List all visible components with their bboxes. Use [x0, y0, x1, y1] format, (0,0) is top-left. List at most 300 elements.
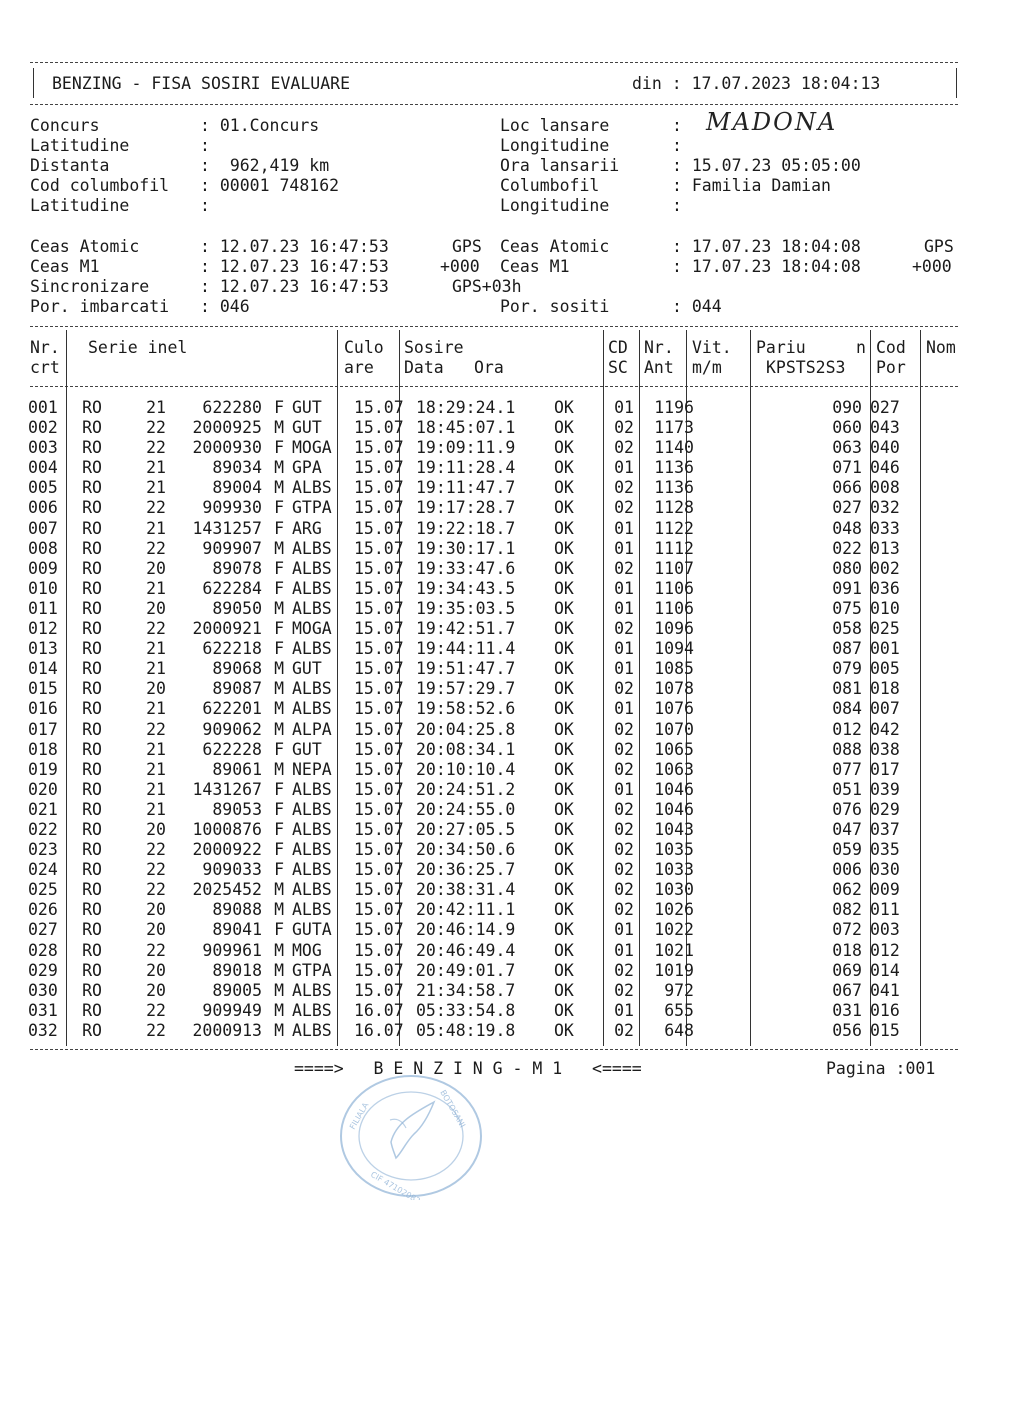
row-year: 21 [146, 398, 166, 417]
row-nom: 046 [870, 458, 900, 478]
row-pariu [694, 900, 814, 920]
title-right-bar [956, 68, 957, 98]
row-color: ALBS [292, 1020, 332, 1040]
row-antenna: 02 [614, 840, 634, 860]
row-color: GUT [292, 398, 322, 417]
row-nr: 010 [28, 578, 58, 598]
row-antenna: 01 [614, 940, 634, 960]
row-time: 19:51:47.7 [416, 659, 516, 679]
row-nom: 043 [870, 418, 900, 438]
row-time: 20:24:55.0 [416, 799, 516, 819]
info-label: Cod columbofil [30, 176, 170, 195]
row-antenna: 01 [614, 458, 634, 478]
clock-extra: GPS+03h [452, 277, 522, 296]
row-status: OK [554, 980, 574, 1000]
row-country: RO [82, 779, 102, 799]
row-year: 20 [146, 598, 166, 618]
row-speed: 648 [664, 1020, 694, 1040]
row-code: 056 [832, 1020, 862, 1040]
row-time: 19:42:51.7 [416, 619, 516, 639]
row-year: 21 [146, 518, 166, 538]
row-nr: 018 [28, 739, 58, 759]
row-color: ALBS [292, 558, 332, 578]
row-ring: 89078 [212, 558, 262, 578]
row-ring: 909930 [202, 498, 262, 518]
row-speed: 1022 [654, 920, 694, 940]
row-date: 15.07 [354, 900, 404, 920]
row-ring: 1431267 [192, 779, 262, 799]
row-ring: 89053 [212, 799, 262, 819]
top-rule [30, 62, 958, 63]
row-code: 084 [832, 699, 862, 719]
row-country: RO [82, 598, 102, 618]
row-nr: 032 [28, 1020, 58, 1040]
row-country: RO [82, 639, 102, 659]
row-pariu [694, 820, 814, 840]
row-antenna: 02 [614, 819, 634, 839]
row-date: 15.07 [354, 518, 404, 538]
row-pariu [694, 458, 814, 478]
row-date: 15.07 [354, 980, 404, 1000]
row-status: OK [554, 799, 574, 819]
row-date: 15.07 [354, 438, 404, 458]
row-country: RO [82, 538, 102, 558]
row-nom: 035 [870, 840, 900, 860]
table-row [28, 820, 910, 840]
row-status: OK [554, 418, 574, 438]
row-nr: 015 [28, 679, 58, 699]
row-date: 15.07 [354, 719, 404, 739]
row-nom: 013 [870, 538, 900, 558]
row-speed: 1136 [654, 458, 694, 478]
table-row [28, 941, 910, 961]
row-time: 19:57:29.7 [416, 679, 516, 699]
row-nom: 027 [870, 398, 900, 417]
row-pariu [694, 579, 814, 599]
table-row [28, 398, 910, 418]
row-status: OK [554, 659, 574, 679]
row-code: 076 [832, 799, 862, 819]
row-antenna: 01 [614, 518, 634, 538]
row-status: OK [554, 558, 574, 578]
row-year: 22 [146, 538, 166, 558]
row-speed: 1043 [654, 819, 694, 839]
col-sosire: Sosire [404, 338, 464, 357]
row-sex: M [274, 1000, 284, 1020]
table-row [28, 438, 910, 458]
row-sex: F [274, 799, 284, 819]
row-nom: 037 [870, 819, 900, 839]
row-color: ALBS [292, 779, 332, 799]
row-speed: 1128 [654, 498, 694, 518]
row-date: 15.07 [354, 860, 404, 880]
row-country: RO [82, 478, 102, 498]
row-color: ALBS [292, 699, 332, 719]
row-country: RO [82, 699, 102, 719]
info-label: Concurs [30, 116, 100, 135]
row-antenna: 02 [614, 739, 634, 759]
row-pariu [694, 880, 814, 900]
row-time: 18:45:07.1 [416, 418, 516, 438]
row-date: 15.07 [354, 558, 404, 578]
din-label: din : 17.07.2023 18:04:13 [632, 74, 881, 93]
info-label: Distanta [30, 156, 110, 175]
clock-label: Ceas M1 [500, 257, 570, 276]
row-ring: 2000925 [192, 418, 262, 438]
row-color: MOGA [292, 619, 332, 639]
table-row [28, 840, 910, 860]
row-date: 15.07 [354, 639, 404, 659]
row-speed: 1065 [654, 739, 694, 759]
row-color: GPA [292, 458, 322, 478]
row-date: 15.07 [354, 398, 404, 417]
row-ring: 909949 [202, 1000, 262, 1020]
row-sex: F [274, 498, 284, 518]
row-sex: F [274, 860, 284, 880]
row-status: OK [554, 739, 574, 759]
row-ring: 909033 [202, 860, 262, 880]
row-status: OK [554, 960, 574, 980]
row-nom: 017 [870, 759, 900, 779]
row-date: 15.07 [354, 498, 404, 518]
row-status: OK [554, 518, 574, 538]
col-serie: Serie inel [88, 338, 188, 357]
row-pariu [694, 840, 814, 860]
row-sex: F [274, 779, 284, 799]
row-time: 05:48:19.8 [416, 1020, 516, 1040]
row-pariu [694, 679, 814, 699]
table-row [28, 880, 910, 900]
row-nr: 011 [28, 598, 58, 618]
row-pariu [694, 1021, 814, 1041]
row-antenna: 01 [614, 920, 634, 940]
row-status: OK [554, 538, 574, 558]
row-year: 22 [146, 719, 166, 739]
clock-label: Ceas Atomic [30, 237, 140, 256]
svg-text:BOTOSANI: BOTOSANI [438, 1088, 467, 1130]
row-code: 069 [832, 960, 862, 980]
row-color: ALBS [292, 578, 332, 598]
row-year: 22 [146, 1000, 166, 1020]
row-nom: 012 [870, 940, 900, 960]
info-value: : 962,419 km [200, 156, 330, 175]
row-speed: 1026 [654, 900, 694, 920]
association-stamp [336, 1072, 486, 1200]
row-color: GTPA [292, 498, 332, 518]
row-status: OK [554, 478, 574, 498]
row-pariu [694, 559, 814, 579]
row-sex: F [274, 619, 284, 639]
page-number: Pagina :001 [826, 1059, 936, 1078]
row-code: 006 [832, 860, 862, 880]
row-code: 072 [832, 920, 862, 940]
table-row [28, 740, 910, 760]
row-code: 091 [832, 578, 862, 598]
row-pariu [694, 981, 814, 1001]
row-year: 22 [146, 418, 166, 438]
row-country: RO [82, 920, 102, 940]
row-year: 20 [146, 558, 166, 578]
row-sex: F [274, 639, 284, 659]
row-sex: F [274, 840, 284, 860]
row-status: OK [554, 900, 574, 920]
row-year: 21 [146, 739, 166, 759]
row-ring: 89088 [212, 900, 262, 920]
row-nom: 015 [870, 1020, 900, 1040]
row-antenna: 02 [614, 1020, 634, 1040]
row-time: 20:38:31.4 [416, 880, 516, 900]
row-sex: F [274, 518, 284, 538]
row-year: 22 [146, 619, 166, 639]
svg-text:CIF 47102082: CIF 47102082 [369, 1169, 422, 1200]
row-nom: 042 [870, 719, 900, 739]
row-ring: 89004 [212, 478, 262, 498]
row-nr: 028 [28, 940, 58, 960]
row-ring: 89005 [212, 980, 262, 1000]
table-bottom-rule [30, 1049, 958, 1050]
row-time: 20:34:50.6 [416, 840, 516, 860]
row-nom: 033 [870, 518, 900, 538]
row-code: 080 [832, 558, 862, 578]
table-row [28, 1021, 910, 1041]
row-country: RO [82, 900, 102, 920]
clock-value: : 17.07.23 18:04:08 [672, 257, 861, 276]
table-row [28, 860, 910, 880]
row-time: 05:33:54.8 [416, 1000, 516, 1020]
clock-extra: GPS [924, 237, 954, 256]
row-nom: 008 [870, 478, 900, 498]
row-sex: M [274, 880, 284, 900]
row-country: RO [82, 860, 102, 880]
row-pariu [694, 619, 814, 639]
row-nom: 041 [870, 980, 900, 1000]
row-time: 21:34:58.7 [416, 980, 516, 1000]
row-nr: 023 [28, 840, 58, 860]
row-antenna: 02 [614, 860, 634, 880]
row-nom: 030 [870, 860, 900, 880]
row-speed: 655 [664, 1000, 694, 1020]
row-date: 15.07 [354, 598, 404, 618]
col-ant: Ant [644, 358, 674, 377]
clock-extra: +000 [912, 257, 952, 276]
row-color: NEPA [292, 759, 332, 779]
row-color: GUT [292, 418, 322, 438]
row-nom: 005 [870, 659, 900, 679]
row-date: 15.07 [354, 659, 404, 679]
col-data: Data [404, 358, 444, 377]
table-row [28, 659, 910, 679]
row-nom: 014 [870, 960, 900, 980]
row-status: OK [554, 819, 574, 839]
row-pariu [694, 800, 814, 820]
row-sex: M [274, 598, 284, 618]
row-speed: 1030 [654, 880, 694, 900]
row-country: RO [82, 438, 102, 458]
row-sex: M [274, 458, 284, 478]
row-antenna: 01 [614, 699, 634, 719]
row-year: 21 [146, 578, 166, 598]
row-speed: 1085 [654, 659, 694, 679]
row-antenna: 01 [614, 598, 634, 618]
row-time: 19:58:52.6 [416, 699, 516, 719]
row-time: 19:17:28.7 [416, 498, 516, 518]
row-speed: 1173 [654, 418, 694, 438]
row-code: 081 [832, 679, 862, 699]
row-speed: 1106 [654, 598, 694, 618]
row-ring: 89050 [212, 598, 262, 618]
table-row [28, 579, 910, 599]
row-code: 031 [832, 1000, 862, 1020]
row-antenna: 02 [614, 880, 634, 900]
row-nr: 003 [28, 438, 58, 458]
col-are: are [344, 358, 374, 377]
clock-value: : 17.07.23 18:04:08 [672, 237, 861, 256]
row-antenna: 01 [614, 779, 634, 799]
row-pariu [694, 760, 814, 780]
row-year: 22 [146, 880, 166, 900]
row-year: 20 [146, 920, 166, 940]
row-date: 15.07 [354, 940, 404, 960]
row-nr: 025 [28, 880, 58, 900]
row-pariu [694, 659, 814, 679]
row-time: 20:46:49.4 [416, 940, 516, 960]
col-ora: Ora [474, 358, 504, 377]
row-date: 16.07 [354, 1020, 404, 1040]
row-pariu [694, 498, 814, 518]
row-code: 027 [832, 498, 862, 518]
row-color: ALBS [292, 980, 332, 1000]
row-speed: 1070 [654, 719, 694, 739]
table-row [28, 900, 910, 920]
row-time: 19:22:18.7 [416, 518, 516, 538]
row-nr: 019 [28, 759, 58, 779]
info-value: : [672, 196, 692, 215]
row-country: RO [82, 458, 102, 478]
info-label: Longitudine [500, 136, 610, 155]
row-pariu [694, 519, 814, 539]
row-year: 21 [146, 639, 166, 659]
row-speed: 1063 [654, 759, 694, 779]
col-kp: KPSTS2S3 [766, 358, 846, 377]
row-antenna: 01 [614, 538, 634, 558]
row-code: 051 [832, 779, 862, 799]
row-ring: 89018 [212, 960, 262, 980]
col-pariu: Pariu [756, 338, 806, 357]
row-nom: 003 [870, 920, 900, 940]
table-row [28, 458, 910, 478]
row-year: 20 [146, 819, 166, 839]
row-ring: 89087 [212, 679, 262, 699]
footer-center: ====> B E N Z I N G - M 1 <==== [294, 1059, 642, 1078]
row-status: OK [554, 699, 574, 719]
row-nom: 039 [870, 779, 900, 799]
row-color: ALBS [292, 1000, 332, 1020]
col-cd: CD [608, 338, 628, 357]
row-nr: 017 [28, 719, 58, 739]
row-color: ALBS [292, 639, 332, 659]
row-year: 21 [146, 699, 166, 719]
row-year: 21 [146, 659, 166, 679]
row-ring: 2025452 [192, 880, 262, 900]
row-sex: M [274, 940, 284, 960]
row-year: 22 [146, 498, 166, 518]
row-ring: 2000922 [192, 840, 262, 860]
clock-extra: +000 [440, 257, 480, 276]
row-nom: 007 [870, 699, 900, 719]
row-year: 21 [146, 458, 166, 478]
row-code: 047 [832, 819, 862, 839]
row-antenna: 02 [614, 960, 634, 980]
row-speed: 1136 [654, 478, 694, 498]
row-color: GTPA [292, 960, 332, 980]
row-status: OK [554, 438, 574, 458]
row-ring: 1431257 [192, 518, 262, 538]
row-country: RO [82, 398, 102, 417]
row-sex: F [274, 398, 284, 417]
row-status: OK [554, 759, 574, 779]
info-value: : [672, 136, 692, 155]
row-antenna: 02 [614, 900, 634, 920]
row-antenna: 02 [614, 719, 634, 739]
row-pariu [694, 780, 814, 800]
row-antenna: 01 [614, 398, 634, 417]
row-ring: 2000921 [192, 619, 262, 639]
row-code: 022 [832, 538, 862, 558]
row-time: 19:11:47.7 [416, 478, 516, 498]
col-culo: Culo [344, 338, 384, 357]
table-row [28, 519, 910, 539]
row-status: OK [554, 679, 574, 699]
row-ring: 89041 [212, 920, 262, 940]
row-time: 20:36:25.7 [416, 860, 516, 880]
row-country: RO [82, 679, 102, 699]
row-speed: 1107 [654, 558, 694, 578]
row-status: OK [554, 920, 574, 940]
row-ring: 622228 [202, 739, 262, 759]
col-nr: Nr. [30, 338, 60, 357]
row-country: RO [82, 739, 102, 759]
row-antenna: 02 [614, 498, 634, 518]
info-label: Latitudine [30, 196, 130, 215]
row-speed: 1196 [654, 398, 694, 417]
row-country: RO [82, 578, 102, 598]
row-code: 087 [832, 639, 862, 659]
row-sex: M [274, 980, 284, 1000]
clock-label: Sincronizare [30, 277, 150, 296]
row-code: 059 [832, 840, 862, 860]
row-date: 15.07 [354, 619, 404, 639]
row-code: 071 [832, 458, 862, 478]
row-time: 20:08:34.1 [416, 739, 516, 759]
row-antenna: 02 [614, 679, 634, 699]
row-nr: 013 [28, 639, 58, 659]
row-nr: 031 [28, 1000, 58, 1020]
row-antenna: 01 [614, 639, 634, 659]
row-year: 21 [146, 799, 166, 819]
row-date: 15.07 [354, 699, 404, 719]
table-row [28, 498, 910, 518]
row-year: 22 [146, 940, 166, 960]
row-antenna: 02 [614, 558, 634, 578]
row-color: ALBS [292, 538, 332, 558]
row-year: 20 [146, 960, 166, 980]
row-status: OK [554, 860, 574, 880]
col-crt: crt [30, 358, 60, 377]
row-speed: 1035 [654, 840, 694, 860]
row-status: OK [554, 1020, 574, 1040]
row-speed: 1046 [654, 799, 694, 819]
table-row [28, 559, 910, 579]
